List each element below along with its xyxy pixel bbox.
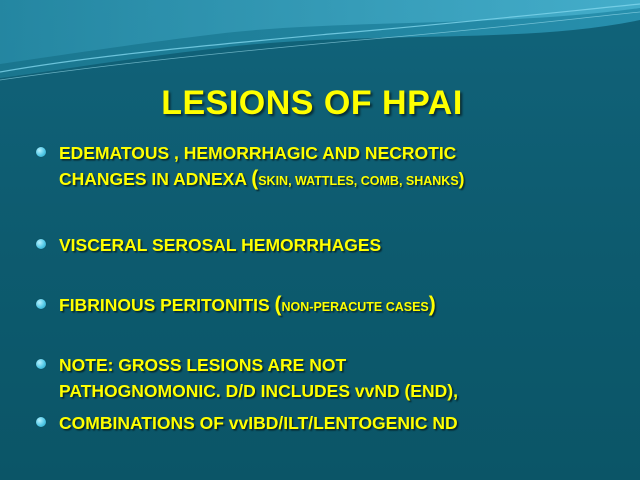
bullet-dot-icon [36, 239, 46, 249]
bullet-paren: ) [458, 169, 465, 189]
slide-title: LESIONS OF HPAI [161, 84, 463, 122]
bullet-item [36, 232, 616, 258]
bullet-text: PATHOGNOMONIC. D/D INCLUDES vvND (END), [59, 381, 458, 401]
bullet-text: FIBRINOUS PERITONITIS [59, 295, 275, 315]
decorative-wave-header [0, 0, 640, 90]
bullet-paren: ( [274, 293, 282, 316]
bullet-small-text: NON-PERACUTE CASES [281, 300, 429, 314]
bullet-small-text: SKIN, WATTLES, COMB, SHANKS [258, 174, 459, 188]
bullet-item [36, 410, 616, 436]
bullet-paren: ( [251, 167, 259, 190]
bullet-dot-icon [36, 359, 46, 369]
bullet-dot-icon [36, 299, 46, 309]
bullet-dot-icon [36, 417, 46, 427]
bullet-text: NOTE: GROSS LESIONS ARE NOT [59, 355, 347, 375]
bullet-item [36, 140, 616, 194]
bullet-item [36, 292, 616, 320]
bullet-item [36, 352, 616, 404]
bullet-dot-icon [36, 147, 46, 157]
bullet-text: EDEMATOUS , HEMORRHAGIC AND NECROTIC [59, 143, 457, 163]
bullet-text: COMBINATIONS OF vvIBD/ILT/LENTOGENIC ND [59, 413, 458, 433]
bullet-text: CHANGES IN ADNEXA [59, 169, 252, 189]
bullet-paren: ) [428, 293, 436, 316]
bullet-text: VISCERAL SEROSAL HEMORRHAGES [59, 235, 382, 255]
